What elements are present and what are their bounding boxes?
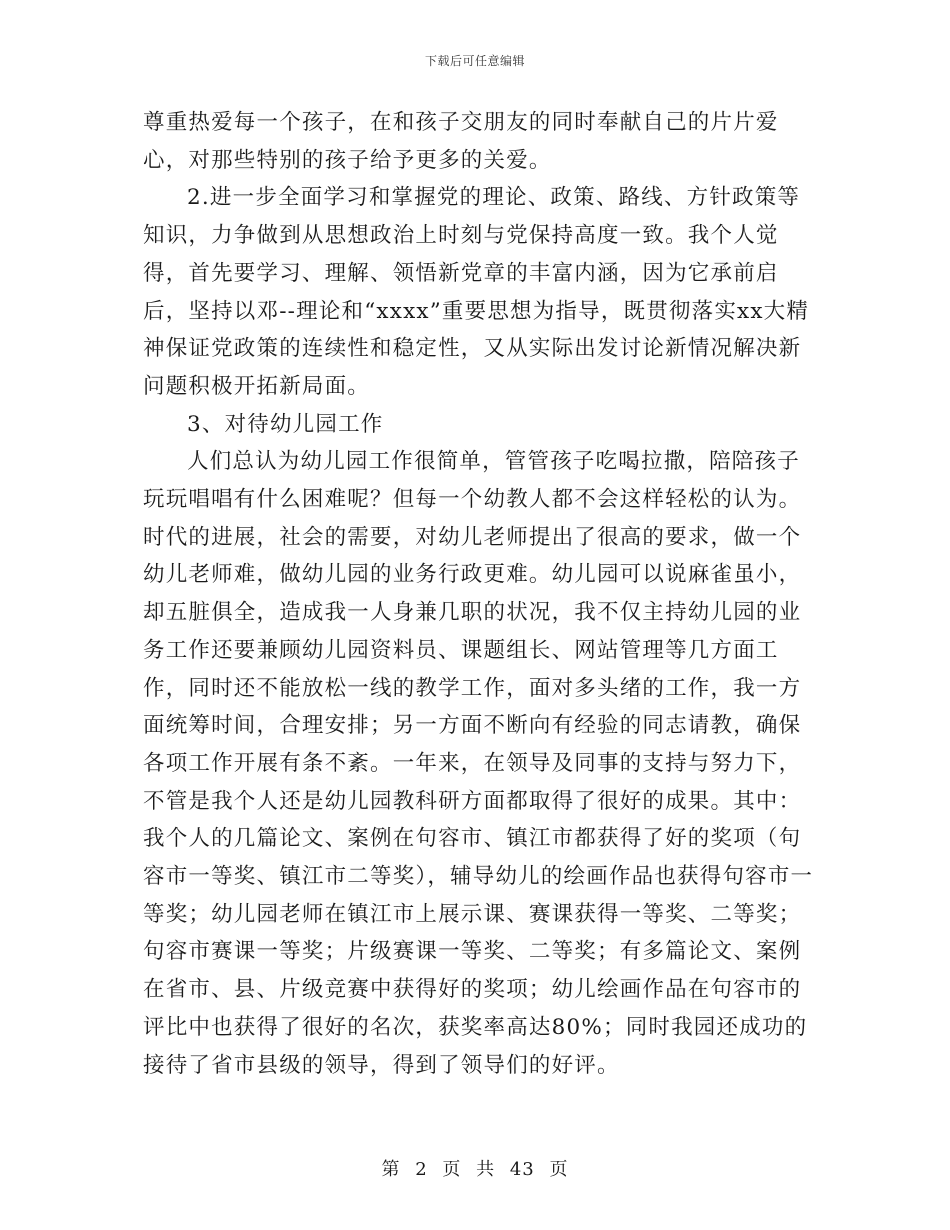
page-header-note: 下载后可任意编辑: [424, 54, 525, 68]
paragraph: 人们总认为幼儿园工作很简单，管管孩子吃喝拉撒，陪陪孩子玩玩唱唱有什么困难呢？但每一个幼教人都不会这样轻松的认为。时代的进展，社会的需要，对幼儿老师提出了很高的要求，做一个幼儿老师难，做幼儿园的业务行政更难。幼儿园可以说麻雀虽小，却五脏俱全，造成我一人身兼几职的状况，我不仅主持幼儿园的业务工作还要兼顾幼儿园资料员、课题组长、网站管理等几方面工作，同时还不能放松一线的教学工作，面对多头绪的工作，我一方面统筹时间，合理安排；另一方面不断向有经验的同志请教，确保各项工作开展有条不紊。一年来，在领导及同事的支持与努力下，不管是我个人还是幼儿园教科研方面都取得了很好的成果。其中：我个人的几篇论文、案例在句容市、镇江市都获得了好的奖项（句容市一等奖、镇江市二等奖），辅导幼儿的绘画作品也获得句容市一等奖；幼儿园老师在镇江市上展示课、赛课获得一等奖、二等奖；句容市赛课一等奖；片级赛课一等奖、二等奖；有多篇论文、案例在省市、县、片级竞赛中获得好的奖项；幼儿绘画作品在句容市的评比中也获得了很好的名次，获奖率高达80%；同时我园还成功的接待了省市县级的领导，得到了领导们的好评。: [143, 449, 814, 1078]
page-number: 第 2 页 共 43 页: [381, 1159, 569, 1180]
paragraph: 2.进一步全面学习和掌握党的理论、政策、路线、方针政策等知识，力争做到从思想政治上时刻与党保持高度一致。我个人觉得，首先要学习、理解、领悟新党章的丰富内涵，因为它承前启后，坚持以邓--理论和“xxxx”重要思想为指导，既贯彻落实xx大精神保证党政策的连续性和稳定性，又从实际出发讨论新情况解决新问题积极开拓新局面。: [143, 185, 810, 399]
document-body: [143, 104, 815, 1084]
section-heading: 3、对待幼儿园工作: [187, 411, 384, 437]
paragraph: 尊重热爱每一个孩子，在和孩子交朋友的同时奉献自己的片片爱心，对那些特别的孩子给予更多的关爱。: [143, 110, 779, 173]
